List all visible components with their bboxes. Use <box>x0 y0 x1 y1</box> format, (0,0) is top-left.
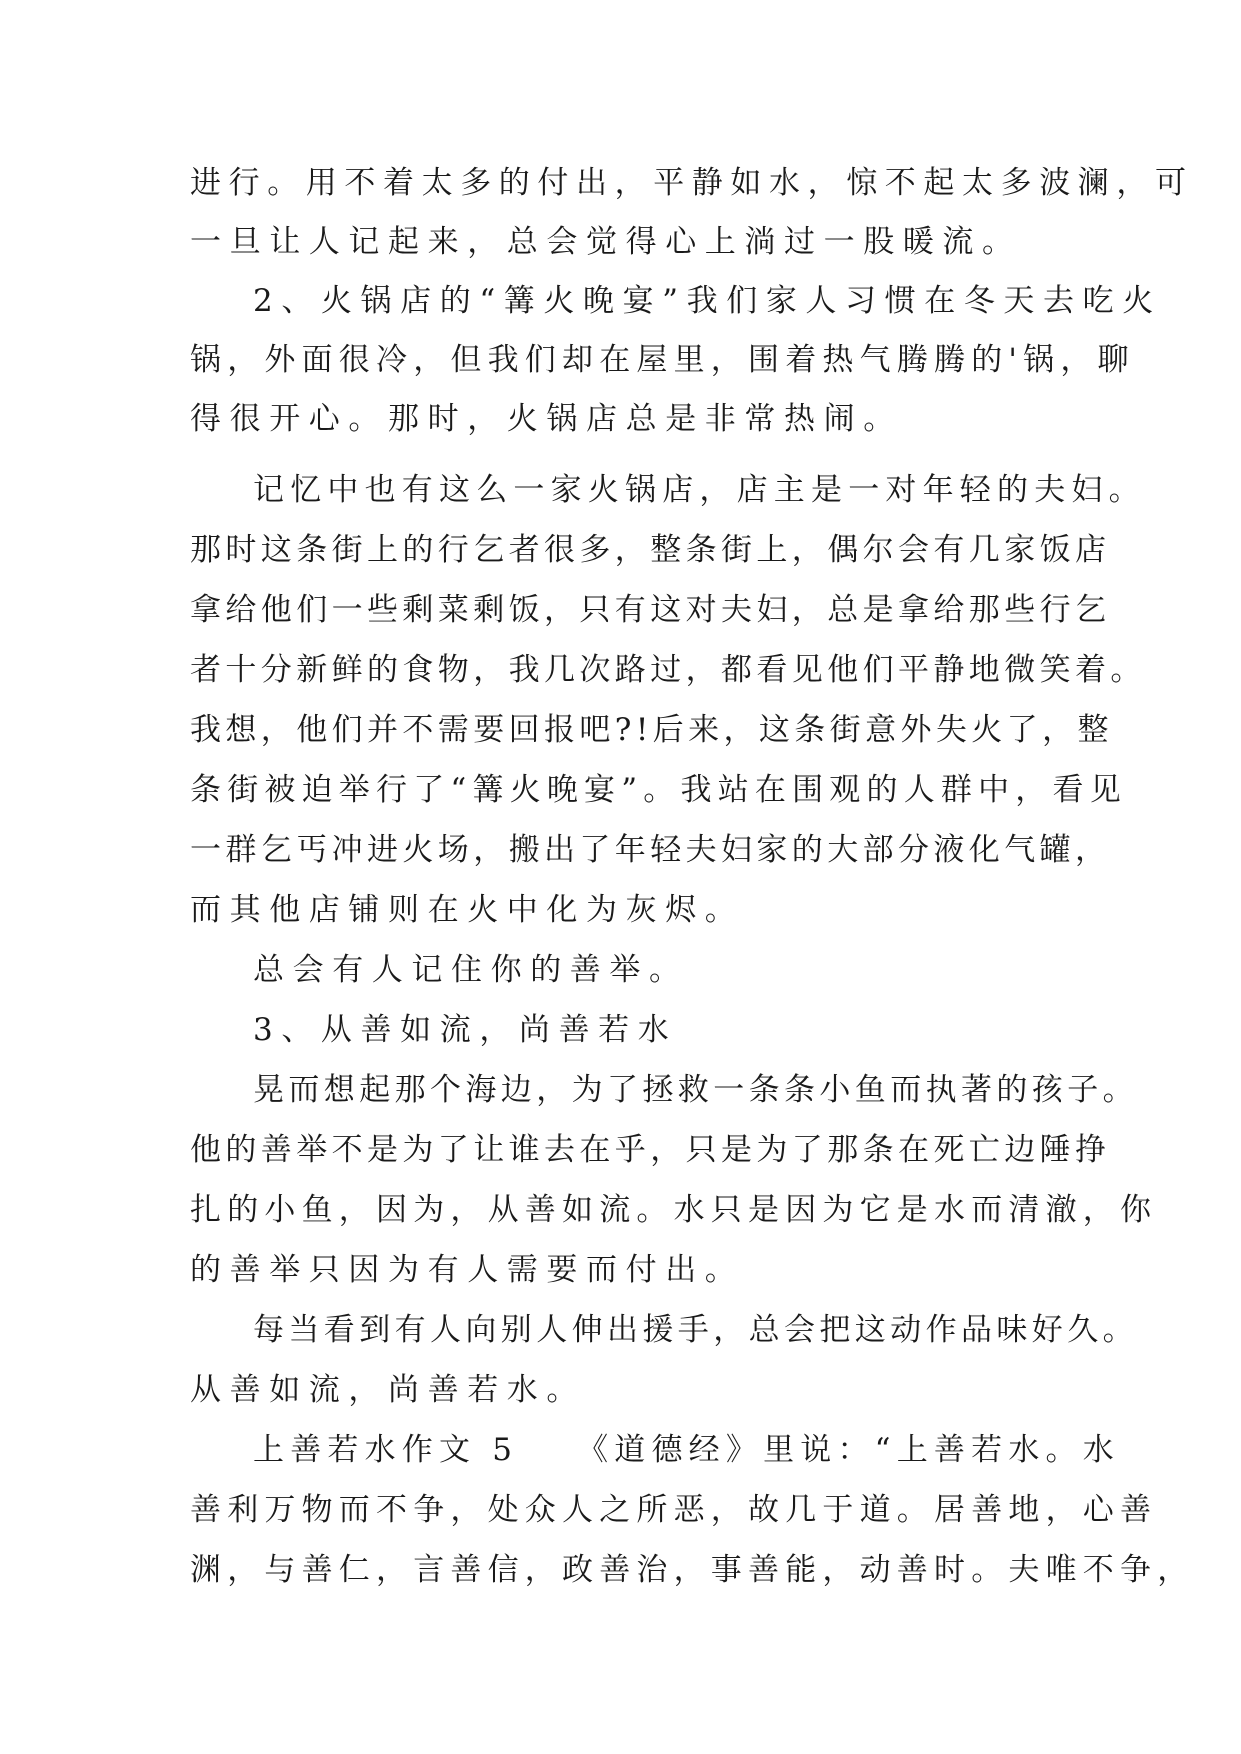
text-line <box>0 1060 1241 1120</box>
text-line <box>0 700 1241 760</box>
text-line <box>0 389 1241 449</box>
text-line <box>0 760 1241 820</box>
text-line <box>0 940 1241 1000</box>
text-line-content: 扎的小鱼，因为，从善如流。水只是因为它是水而清澈，你 <box>190 1192 1158 1228</box>
text-line-content: 他的善举不是为了让谁去在乎，只是为了那条在死亡边陲挣 <box>190 1132 1111 1168</box>
text-line <box>0 1300 1241 1360</box>
text-line-content: 的善举只因为有人需要而付出。 <box>190 1252 745 1288</box>
text-line-content: 一旦让人记起来，总会觉得心上淌过一股暖流。 <box>190 224 1022 260</box>
text-line-content: 善利万物而不争，处众人之所恶，故几于道。居善地，心善 <box>190 1492 1158 1528</box>
text-line-content: 我想，他们并不需要回报吧?!后来，这条街意外失火了，整 <box>190 712 1113 748</box>
text-line <box>0 820 1241 880</box>
text-line <box>0 212 1241 272</box>
text-line-content: 者十分新鲜的食物，我几次路过，都看见他们平静地微笑着。 <box>190 652 1146 688</box>
text-line <box>0 1240 1241 1300</box>
text-line <box>0 271 1241 331</box>
text-line <box>0 153 1241 213</box>
text-line-content: 那时这条街上的行乞者很多，整条街上，偶尔会有几家饭店 <box>190 532 1111 568</box>
text-line <box>0 1360 1241 1420</box>
text-line <box>0 1180 1241 1240</box>
text-line-content: 渊，与善仁，言善信，政善治，事善能，动善时。夫唯不争， <box>190 1552 1195 1588</box>
text-line-content: 2、火锅店的“篝火晚宴”我们家人习惯在冬天去吃火 <box>253 283 1162 319</box>
text-line-content: 上善若水作文 5 《道德经》里说：“上善若水。水 <box>253 1432 1120 1468</box>
text-line-content: 一群乞丐冲进火场，搬出了年轻夫妇家的大部分液化气罐， <box>190 832 1111 868</box>
text-line-content: 锅，外面很冷，但我们却在屋里，围着热气腾腾的'锅，聊 <box>190 342 1135 378</box>
text-line <box>0 520 1241 580</box>
text-line-content: 3、从善如流，尚善若水 <box>253 1012 678 1048</box>
text-line-content: 拿给他们一些剩菜剩饭，只有这对夫妇，总是拿给那些行乞 <box>190 592 1111 628</box>
text-line <box>0 580 1241 640</box>
text-line <box>0 1120 1241 1180</box>
text-line-content: 记忆中也有这么一家火锅店，店主是一对年轻的夫妇。 <box>253 472 1146 508</box>
text-line <box>0 330 1241 390</box>
text-line-content: 每当看到有人向别人伸出援手，总会把这动作品味好久。 <box>253 1312 1138 1348</box>
text-line-content: 得很开心。那时，火锅店总是非常热闹。 <box>190 401 903 437</box>
text-line-content: 晃而想起那个海边，为了拯救一条条小鱼而执著的孩子。 <box>253 1072 1138 1108</box>
text-line <box>0 460 1241 520</box>
text-line <box>0 640 1241 700</box>
text-line <box>0 880 1241 940</box>
text-line <box>0 1540 1241 1600</box>
text-line-content: 从善如流，尚善若水。 <box>190 1372 586 1408</box>
text-line <box>0 1480 1241 1540</box>
text-line <box>0 1420 1241 1480</box>
text-line <box>0 1000 1241 1060</box>
text-line-content: 进行。用不着太多的付出，平静如水，惊不起太多波澜，可 <box>190 165 1194 201</box>
text-line-content: 而其他店铺则在火中化为灰烬。 <box>190 892 745 928</box>
text-line-content: 总会有人记住你的善举。 <box>253 952 689 988</box>
text-line-content: 条街被迫举行了“篝火晚宴”。我站在围观的人群中，看见 <box>190 772 1127 808</box>
